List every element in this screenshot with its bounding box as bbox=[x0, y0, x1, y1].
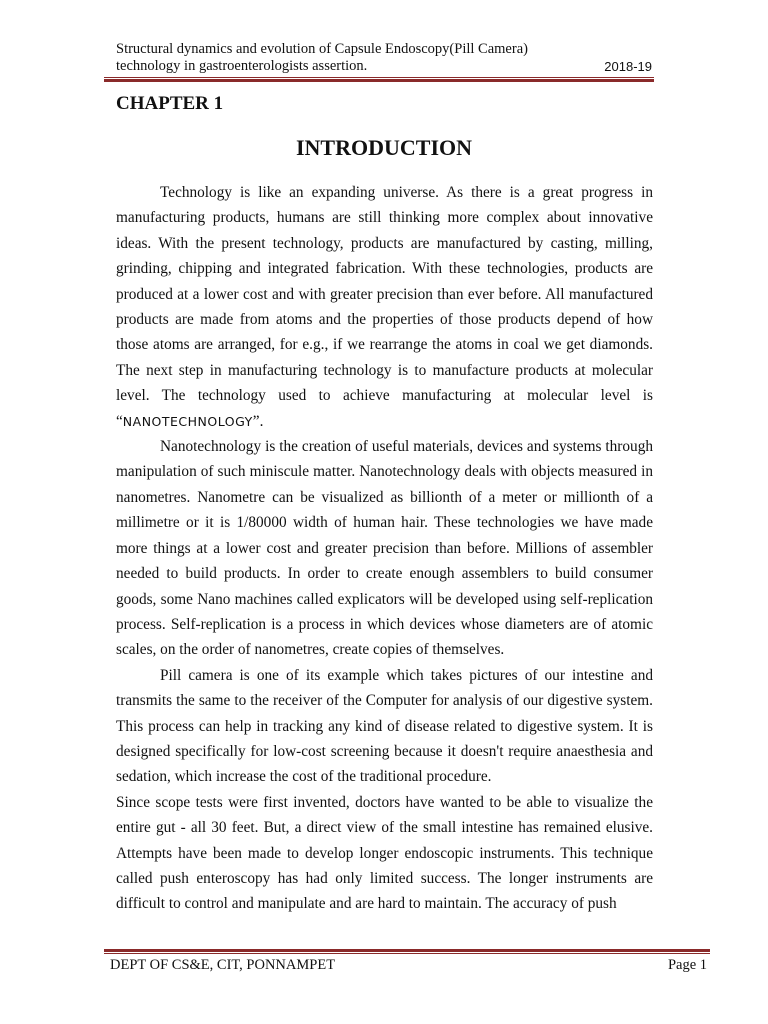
paragraph-1-end: ”. bbox=[252, 412, 264, 430]
page-number: Page 1 bbox=[667, 957, 707, 973]
footer-dept: DEPT OF CS&E, CIT, PONNAMPET bbox=[110, 957, 336, 973]
running-header bbox=[116, 41, 652, 75]
paragraph-4: Since scope tests were first invented, doctors have wanted to be able to visualize the entire gut - all 30 feet. But, a direct view of the small intestine has remained elusive. Attempts have been made to develop longer endoscopic instruments. This technique called push enteroscopy has had only limited success. The longer instruments are difficult to control and manipulate and are hard to maintain. The accuracy of push bbox=[116, 793, 653, 913]
footer-rule-thin bbox=[104, 953, 710, 954]
footer-rule bbox=[104, 949, 710, 954]
paragraph-2: Nanotechnology is the creation of useful materials, devices and systems through manipulation of such miniscule matter. Nanotechnology deals with objects measured in nanometres. Nanometre can be visualized as billionth of a meter or millionth of a millimetre or it is 1/80000 width of human hair. These technologies we have made more things at a lower cost and greater precision than before. Millions of assembler needed to build products. In order to create enough assemblers to build consumer goods, some Nano machines called explicators will be developed using self-replication process. Self-replication is a process in which devices whose diameters are of atomic scales, on the order of nanometres, create copies of themselves. bbox=[116, 438, 653, 659]
header-title-line2: technology in gastroenterologists assertion. bbox=[116, 58, 368, 74]
nanotechnology-term: NANOTECHNOLOGY bbox=[122, 413, 253, 429]
header-title-line1: Structural dynamics and evolution of Capsule Endoscopy(Pill Camera) bbox=[116, 41, 528, 57]
header-rule bbox=[104, 77, 654, 82]
header-year: 2018-19 bbox=[604, 59, 652, 74]
body-text bbox=[116, 180, 653, 917]
chapter-heading: CHAPTER 1 bbox=[116, 93, 224, 114]
section-title: INTRODUCTION bbox=[295, 135, 473, 160]
paragraph-3: Pill camera is one of its example which takes pictures of our intestine and transmits the same to the receiver of the Computer for analysis of our digestive system. This process can help in tracking any kind of disease related to digestive system. It is designed specifically for low-cost screening because it doesn't require anaesthesia and sedation, which increase the cost of the traditional procedure. bbox=[116, 666, 653, 786]
footer-rule-thick bbox=[104, 949, 710, 952]
header-rule-thin bbox=[104, 77, 654, 78]
header-rule-thick bbox=[104, 79, 654, 82]
running-footer bbox=[110, 957, 707, 974]
header-line2 bbox=[116, 58, 652, 75]
paragraph-1 bbox=[116, 180, 653, 434]
paragraph-1-text: Technology is like an expanding universe. As there is a great progress in manufacturing products, humans are still thinking more complex about innovative ideas. With the present technology, products are manufactured by casting, milling, grinding, chipping and integrated fabrication. With these technologies, products are produced at a lower cost and with greater precision than ever before. All manufactured products are made from atoms and the properties of those products depend of how those atoms are arranged, for e.g., if we rearrange the atoms in coal we get diamonds. The next step in manufacturing technology is to manufacture products at molecular level. The technology used to achieve manufacturing at molecular level is “ bbox=[116, 184, 653, 430]
